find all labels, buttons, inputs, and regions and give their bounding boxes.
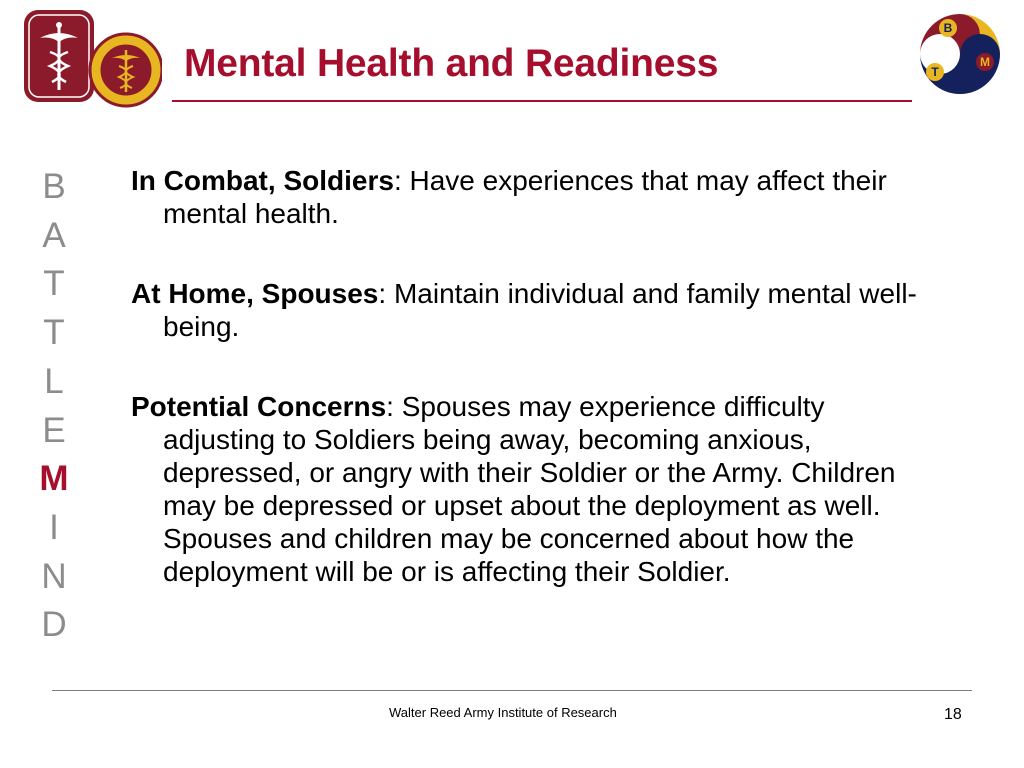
paragraph-text: : Spouses may experience difficulty adjusting to Soldiers being away, becoming anxious, depressed, or angry with their Soldier or the Army. Children may be depressed or upset about the deployment as well. Spouses and children may be concerned about how the deployment will be or is affecting their Soldier. (163, 391, 896, 587)
slide-body (131, 164, 941, 635)
paragraph-text: : Have experiences that may affect their mental health. (163, 165, 887, 229)
project-sustain-seal-icon (90, 34, 162, 106)
sidebar-letter: T (43, 313, 65, 353)
title-divider (172, 100, 912, 102)
footer-organization: Walter Reed Army Institute of Research (389, 705, 617, 720)
paragraph-heading: Potential Concerns (131, 391, 387, 422)
sidebar-letter: N (41, 556, 67, 596)
sidebar-letter: I (49, 507, 59, 547)
sidebar-letter: T (43, 264, 65, 304)
paragraph-concerns (131, 390, 941, 588)
paragraph-home (131, 277, 941, 343)
paragraph-combat (131, 164, 941, 230)
sidebar-letter: L (44, 361, 64, 401)
paragraph-heading: At Home, Spouses (131, 278, 379, 309)
logo-letter-b: B (943, 21, 953, 35)
sidebar-letter: B (42, 167, 66, 206)
slide-title: Mental Health and Readiness (184, 42, 719, 85)
sidebar-letter: E (42, 410, 66, 450)
battlemind-logo-icon (912, 12, 1008, 96)
sidebar-letter: A (42, 215, 66, 255)
caduceus-seal-icon (24, 10, 94, 102)
paragraph-text: : Maintain individual and family mental well-being. (163, 278, 917, 342)
sidebar-letter-highlighted: M (39, 459, 69, 499)
sidebar-letter: D (41, 605, 67, 645)
paragraph-heading: In Combat, Soldiers (131, 165, 394, 196)
logo-letter-m: M (980, 55, 990, 69)
logo-letter-t: T (931, 65, 939, 79)
battlemind-vertical-word (34, 163, 74, 650)
wrair-seal-logo-icon (22, 8, 162, 112)
footer-divider (52, 690, 972, 691)
page-number: 18 (944, 706, 962, 723)
